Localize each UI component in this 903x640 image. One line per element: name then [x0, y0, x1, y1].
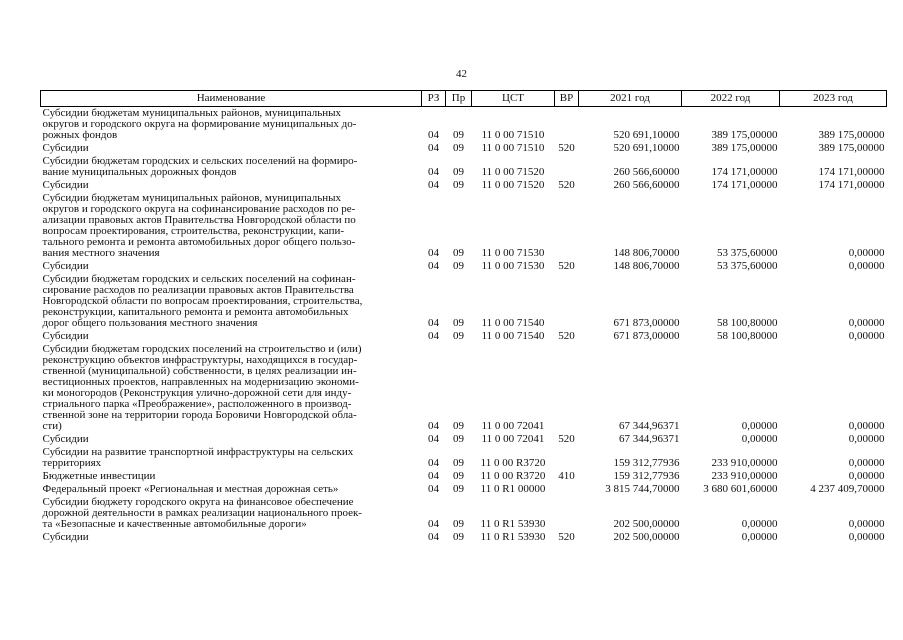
row-amount-2022: 0,00000	[741, 531, 778, 543]
row-amount-2021: 202 500,00000	[613, 518, 680, 530]
row-vr	[555, 483, 579, 496]
row-amount-2022: 389 175,00000	[711, 129, 778, 141]
row-amount-2023: 0,00000	[848, 433, 885, 445]
row-pr: 09	[453, 483, 464, 495]
row-cst: 11 0 00 71540	[481, 317, 545, 329]
row-cst: 11 0 R1 53930	[480, 518, 546, 530]
header-name: Наименование	[41, 91, 422, 107]
row-vr: 520	[558, 433, 575, 445]
row-pr: 09	[453, 142, 464, 154]
table-row	[41, 260, 887, 273]
row-rz: 04	[428, 420, 439, 432]
row-amount-2023: 389 175,00000	[818, 142, 885, 154]
row-vr: 520	[558, 330, 575, 342]
row-amount-2021: 260 566,60000	[613, 166, 680, 178]
header-pr: Пр	[446, 91, 472, 107]
row-rz: 04	[428, 531, 439, 543]
row-name: Субсидии	[42, 260, 89, 272]
row-pr: 09	[453, 179, 464, 191]
row-name: Субсидии бюджетам городских и сельских поселений на софинан- сирование расходов по реализации правовых актов Правительства Новгородской области по вопросам проектирования, строительства, реконструкции, капитального ремонта и ремонта автомобильных дорог общего пользования местного значения	[42, 273, 363, 329]
row-amount-2021: 671 873,00000	[613, 330, 680, 342]
row-pr: 09	[453, 470, 464, 482]
header-2022: 2022 год	[682, 91, 780, 107]
row-vr	[555, 273, 579, 330]
row-amount-2022: 58 100,80000	[717, 317, 778, 329]
row-rz: 04	[428, 330, 439, 342]
row-pr: 09	[453, 420, 464, 432]
row-amount-2021: 520 691,10000	[613, 142, 680, 154]
row-cst: 11 0 00 71520	[481, 166, 545, 178]
row-vr	[555, 107, 579, 143]
row-amount-2023: 4 237 409,70000	[810, 483, 885, 495]
row-rz: 04	[428, 129, 439, 141]
row-amount-2022: 58 100,80000	[717, 330, 778, 342]
row-rz: 04	[428, 483, 439, 495]
row-name: Субсидии бюджету городского округа на финансовое обеспечение дорожной деятельности в рамках реализации национального проек- та «Безопасные и качественные автомобильные дороги»	[42, 496, 362, 530]
row-vr	[555, 343, 579, 433]
row-pr: 09	[453, 129, 464, 141]
row-name: Субсидии	[42, 179, 89, 191]
row-amount-2023: 0,00000	[848, 518, 885, 530]
row-amount-2021: 148 806,70000	[613, 260, 680, 272]
row-pr: 09	[453, 457, 464, 469]
row-amount-2022: 53 375,60000	[717, 260, 778, 272]
row-name: Федеральный проект «Региональная и местная дорожная сеть»	[42, 483, 339, 495]
header-vr: ВР	[555, 91, 579, 107]
table-row	[41, 446, 887, 470]
row-rz: 04	[428, 247, 439, 259]
row-cst: 11 0 00 71510	[481, 129, 545, 141]
row-pr: 09	[453, 247, 464, 259]
table-row	[41, 433, 887, 446]
row-rz: 04	[428, 166, 439, 178]
row-rz: 04	[428, 518, 439, 530]
row-pr: 09	[453, 433, 464, 445]
row-cst: 11 0 00 71530	[481, 260, 545, 272]
row-name: Субсидии	[42, 433, 89, 445]
row-amount-2023: 174 171,00000	[818, 166, 885, 178]
row-amount-2022: 233 910,00000	[711, 470, 778, 482]
budget-table	[40, 90, 887, 544]
row-amount-2022: 389 175,00000	[711, 142, 778, 154]
row-amount-2021: 520 691,10000	[613, 129, 680, 141]
row-vr: 520	[558, 142, 575, 154]
row-amount-2022: 0,00000	[741, 518, 778, 530]
row-amount-2023: 0,00000	[848, 420, 885, 432]
row-vr: 410	[558, 470, 575, 482]
row-amount-2023: 0,00000	[848, 247, 885, 259]
row-cst: 11 0 00 71530	[481, 247, 545, 259]
row-vr: 520	[558, 260, 575, 272]
row-rz: 04	[428, 317, 439, 329]
header-rz: РЗ	[422, 91, 446, 107]
row-cst: 11 0 R1 53930	[480, 531, 546, 543]
row-vr	[555, 496, 579, 531]
row-pr: 09	[453, 330, 464, 342]
row-amount-2023: 174 171,00000	[818, 179, 885, 191]
row-amount-2022: 3 680 601,60000	[703, 483, 778, 495]
table-row	[41, 142, 887, 155]
row-amount-2022: 0,00000	[741, 433, 778, 445]
row-rz: 04	[428, 260, 439, 272]
row-pr: 09	[453, 260, 464, 272]
row-pr: 09	[453, 531, 464, 543]
row-name: Субсидии на развитие транспортной инфраструктуры на сельских территориях	[42, 446, 354, 469]
table-row	[41, 496, 887, 531]
row-amount-2022: 174 171,00000	[711, 179, 778, 191]
row-name: Субсидии бюджетам муниципальных районов, муниципальных округов и городского округа на формирование муниципальных до- рожных фондов	[42, 107, 357, 141]
row-cst: 11 0 00 R3720	[480, 470, 546, 482]
row-amount-2022: 233 910,00000	[711, 457, 778, 469]
header-2023: 2023 год	[780, 91, 887, 107]
row-pr: 09	[453, 317, 464, 329]
table-row	[41, 273, 887, 330]
table-header-row	[41, 91, 887, 107]
row-amount-2021: 159 312,77936	[613, 470, 680, 482]
row-amount-2021: 148 806,70000	[613, 247, 680, 259]
row-amount-2023: 0,00000	[848, 470, 885, 482]
row-amount-2021: 159 312,77936	[613, 457, 680, 469]
row-name: Субсидии	[42, 142, 89, 154]
row-rz: 04	[428, 433, 439, 445]
table-row	[41, 343, 887, 433]
row-pr: 09	[453, 166, 464, 178]
row-name: Субсидии бюджетам городских поселений на строительство и (или) реконструкцию объектов инфраструктуры, находящихся в государ- ственной (муниципальной) собственности, в целях реализации ин- вестиционных проектов, направленных на модернизацию экономи- ки моногородов (Реконструкция улично-дорожной сети для инду- стриального парка «Преображение», расположенного в производ- ственной зоне на территории города Боровичи Новгородской обла- сти)	[42, 343, 362, 432]
row-vr	[555, 446, 579, 470]
row-amount-2023: 0,00000	[848, 317, 885, 329]
row-name: Субсидии бюджетам городских и сельских поселений на формиро- вание муниципальных дорожных фондов	[42, 155, 358, 178]
row-rz: 04	[428, 470, 439, 482]
row-cst: 11 0 00 R3720	[480, 457, 546, 469]
row-vr	[555, 192, 579, 260]
row-cst: 11 0 00 72041	[481, 433, 545, 445]
row-rz: 04	[428, 142, 439, 154]
row-name: Субсидии	[42, 531, 89, 543]
row-amount-2021: 202 500,00000	[613, 531, 680, 543]
row-amount-2022: 174 171,00000	[711, 166, 778, 178]
row-cst: 11 0 00 71510	[481, 142, 545, 154]
row-vr	[555, 155, 579, 179]
row-amount-2021: 671 873,00000	[613, 317, 680, 329]
table-row	[41, 179, 887, 192]
table-row	[41, 192, 887, 260]
table-row	[41, 155, 887, 179]
row-amount-2021: 67 344,96371	[619, 433, 680, 445]
table-row	[41, 531, 887, 544]
row-cst: 11 0 00 71540	[481, 330, 545, 342]
table-row	[41, 107, 887, 143]
row-cst: 11 0 00 71520	[481, 179, 545, 191]
row-amount-2023: 0,00000	[848, 531, 885, 543]
row-name: Субсидии	[42, 330, 89, 342]
row-amount-2023: 0,00000	[848, 330, 885, 342]
row-cst: 11 0 00 72041	[481, 420, 545, 432]
row-rz: 04	[428, 457, 439, 469]
header-2021: 2021 год	[579, 91, 682, 107]
table-row	[41, 330, 887, 343]
row-amount-2021: 67 344,96371	[619, 420, 680, 432]
row-amount-2023: 389 175,00000	[818, 129, 885, 141]
table-row	[41, 483, 887, 496]
row-name: Субсидии бюджетам муниципальных районов, муниципальных округов и городского округа на софинансирование расходов по ре- ализации правовых актов Правительства Новгородской области по вопросам проектирования, строительства, реконструкции, капи- тального ремонта и ремонта автомобильных дорог общего пользо- вания местного значения	[42, 192, 356, 259]
row-amount-2022: 0,00000	[741, 420, 778, 432]
row-amount-2021: 3 815 744,70000	[605, 483, 680, 495]
row-amount-2022: 53 375,60000	[717, 247, 778, 259]
row-cst: 11 0 R1 00000	[480, 483, 546, 495]
row-amount-2023: 0,00000	[848, 260, 885, 272]
page-number: 42	[456, 68, 467, 80]
row-rz: 04	[428, 179, 439, 191]
row-pr: 09	[453, 518, 464, 530]
row-amount-2021: 260 566,60000	[613, 179, 680, 191]
row-name: Бюджетные инвестиции	[42, 470, 156, 482]
header-cst: ЦСТ	[472, 91, 555, 107]
table-row	[41, 470, 887, 483]
row-vr: 520	[558, 531, 575, 543]
row-amount-2023: 0,00000	[848, 457, 885, 469]
row-vr: 520	[558, 179, 575, 191]
